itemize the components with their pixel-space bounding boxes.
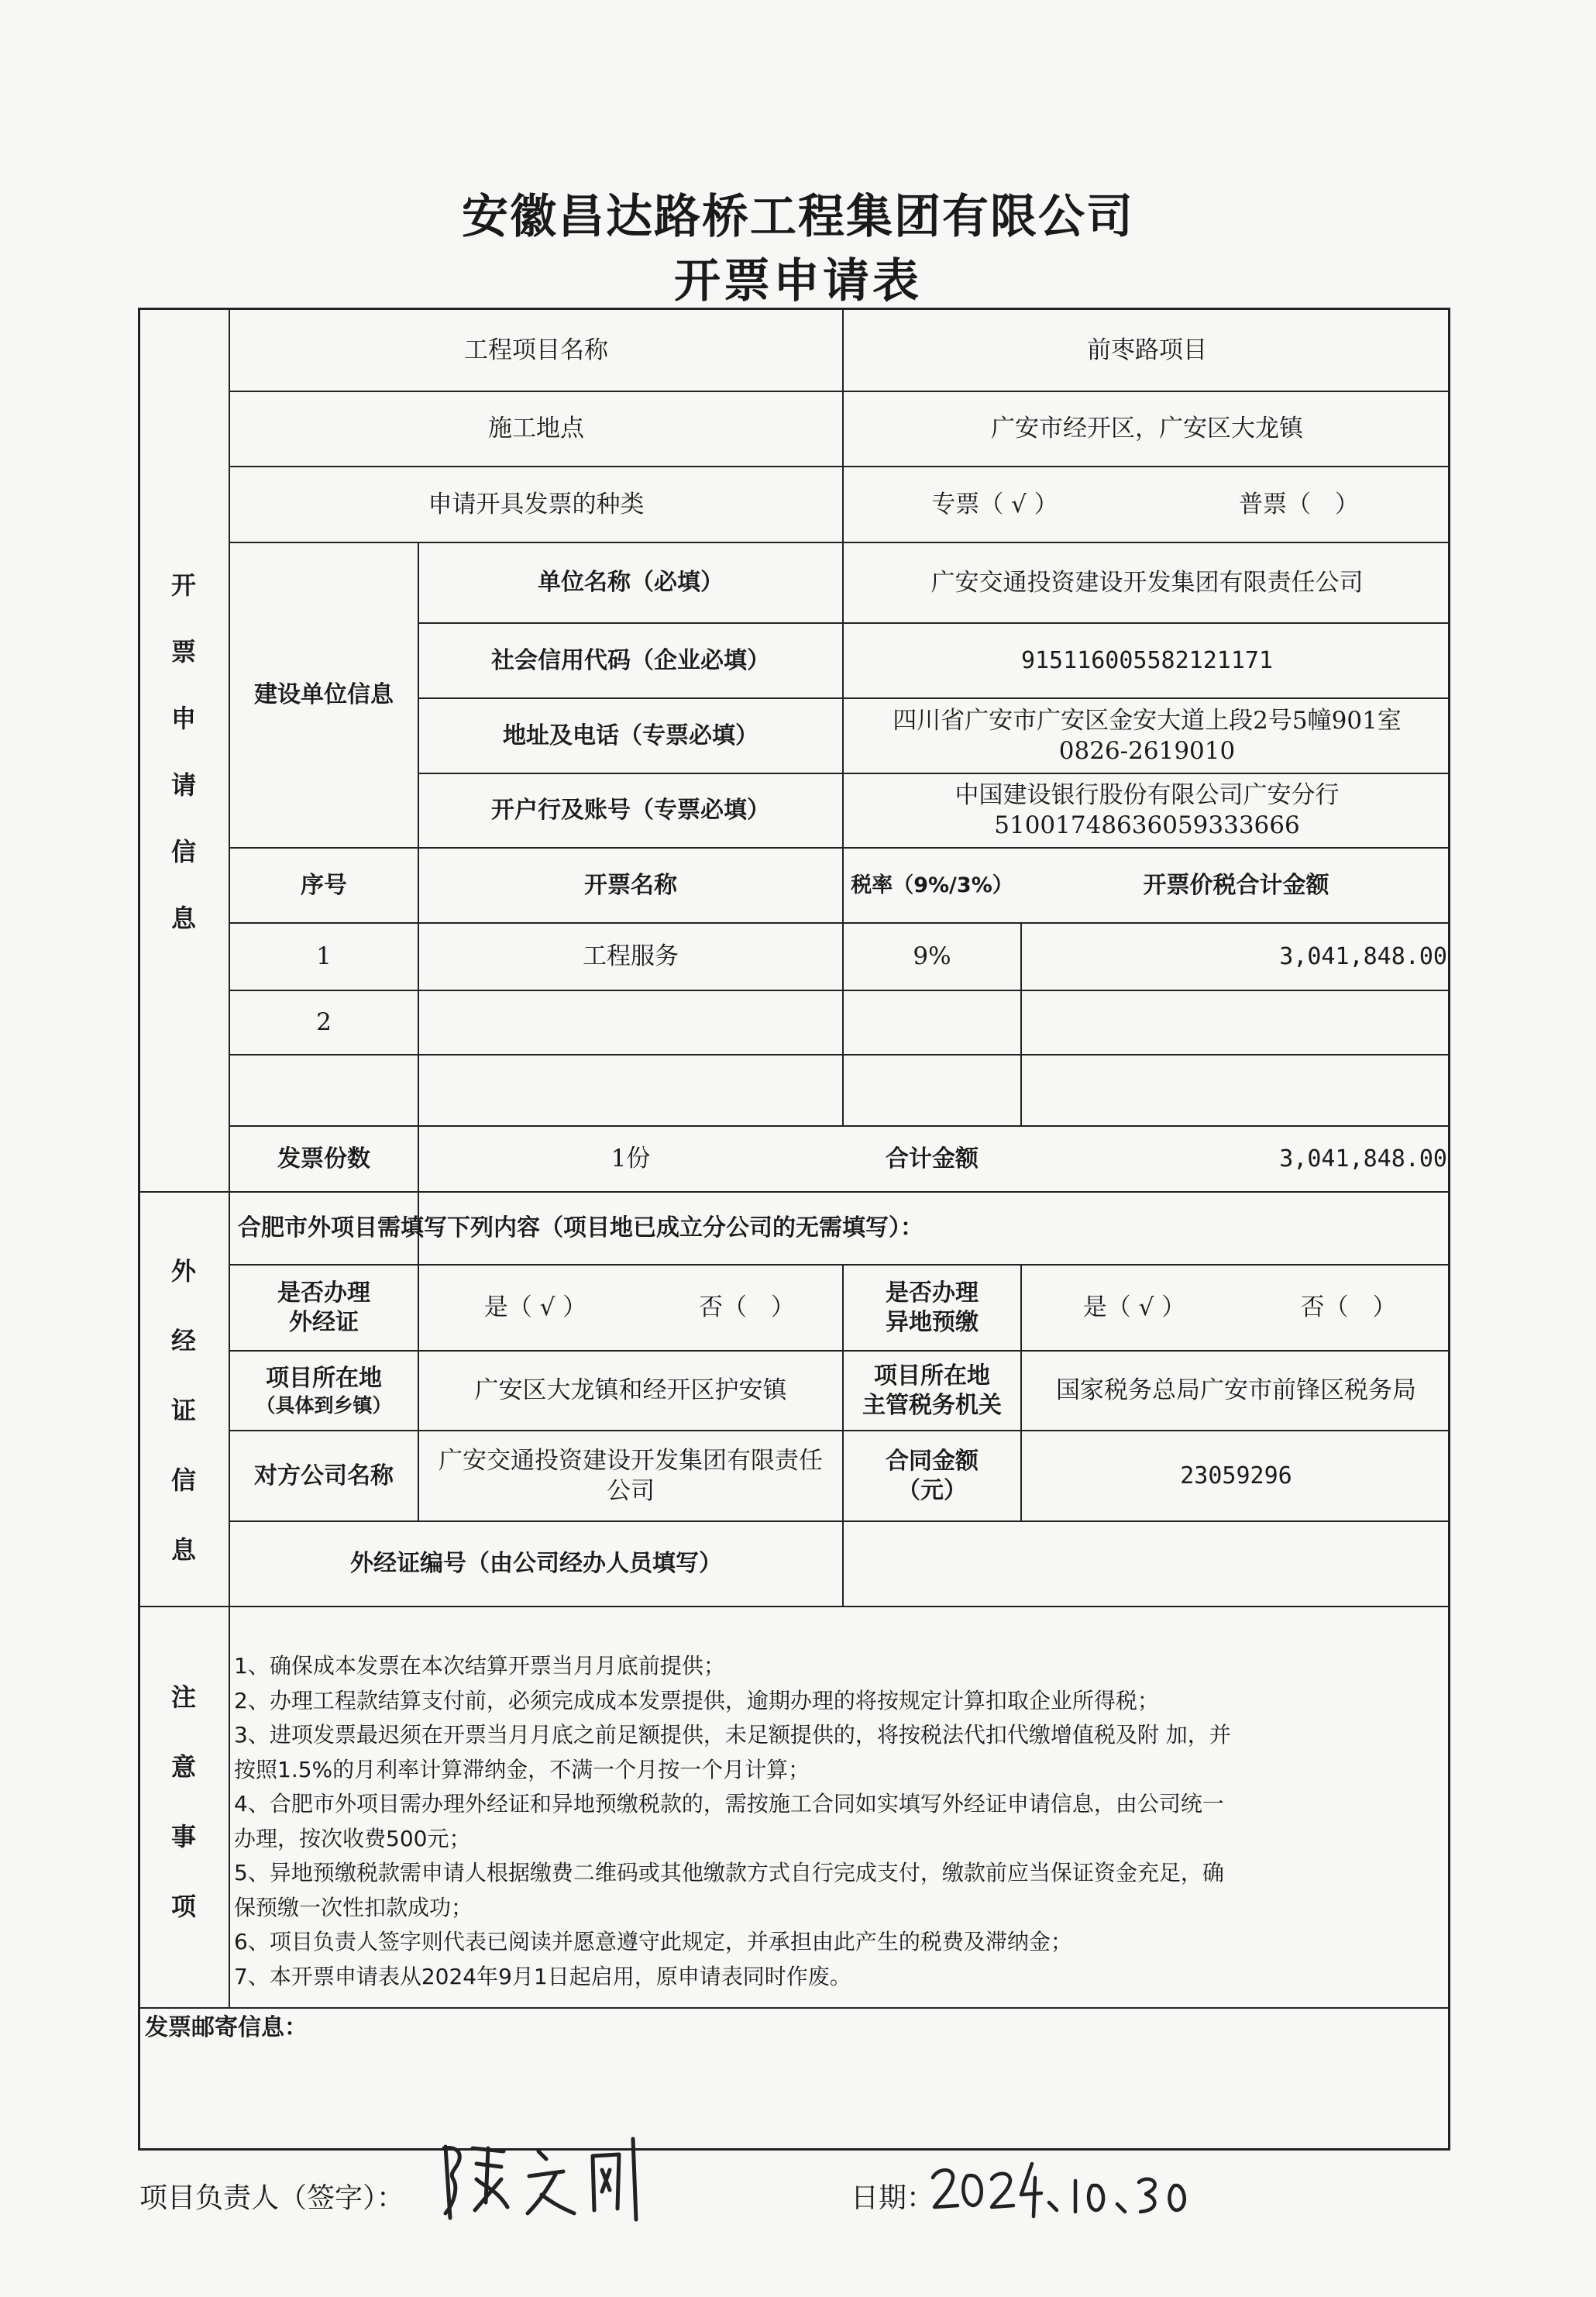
project-name-value: 前枣路项目 bbox=[1087, 336, 1207, 364]
col-header-name: 开票名称 bbox=[584, 871, 677, 899]
date-label: 日期： bbox=[851, 2182, 935, 2214]
phone-line: 0826-2619010 bbox=[1058, 736, 1236, 765]
col-header-amount: 开票价税合计金额 bbox=[1143, 871, 1329, 899]
row2-no: 2 bbox=[316, 1008, 332, 1037]
row1-name: 工程服务 bbox=[583, 942, 679, 971]
counterparty-label: 对方公司名称 bbox=[254, 1462, 394, 1489]
address-value bbox=[844, 699, 1450, 773]
location-value: 广安区大龙镇和经开区护安镇 bbox=[474, 1376, 787, 1405]
row2-amount bbox=[1022, 991, 1450, 1054]
mailing-value bbox=[140, 2047, 1448, 2148]
site-label: 施工地点 bbox=[488, 415, 584, 443]
section-label-outbound-cert: 外 经 证 信 息 bbox=[170, 1256, 196, 1565]
note-item: 保预缴一次性扣款成功； bbox=[234, 1894, 473, 1920]
credit-code-label: 社会信用代码（企业必填） bbox=[491, 646, 770, 674]
section-label-invoice-info: 开 票 申 请 信 息 bbox=[170, 570, 196, 933]
location-label: 项目所在地 （具体到乡镇） bbox=[256, 1365, 392, 1417]
row3-name bbox=[419, 1056, 842, 1125]
total-label: 合计金额 bbox=[886, 1145, 979, 1173]
col-header-no: 序号 bbox=[301, 871, 347, 899]
row1-rate: 9% bbox=[913, 942, 951, 971]
cert-question-label: 是否办理 外经证 bbox=[277, 1279, 370, 1336]
unit-name-value: 广安交通投资建设开发集团有限责任公司 bbox=[930, 568, 1364, 597]
address-label: 地址及电话（专票必填） bbox=[503, 721, 758, 749]
manager-signature-label: 项目负责人（签字）： bbox=[139, 2182, 405, 2214]
cert-number-label: 外经证编号（由公司经办人员填写） bbox=[350, 1550, 722, 1578]
prepay-yes-option: 是（ √ ） bbox=[1082, 1293, 1186, 1322]
row3-rate bbox=[844, 1056, 1020, 1125]
section-label-notes: 注 意 事 项 bbox=[170, 1682, 196, 1921]
bank-label: 开户行及账号（专票必填） bbox=[491, 797, 770, 825]
unit-name-label: 单位名称（必填） bbox=[538, 569, 724, 597]
tax-office-value: 国家税务总局广安市前锋区税务局 bbox=[1056, 1376, 1416, 1405]
row2-name bbox=[419, 991, 842, 1054]
total-value: 3,041,848.00 bbox=[1279, 1145, 1447, 1173]
address-line: 四川省广安市广安区金安大道上段2号5幢901室 bbox=[893, 706, 1402, 735]
handwritten-signature bbox=[430, 2133, 662, 2226]
row3-no bbox=[230, 1056, 418, 1125]
notes-list bbox=[234, 1649, 1435, 1994]
site-value: 广安市经开区，广安区大龙镇 bbox=[991, 415, 1303, 443]
note-item: 办理，按次收费500元； bbox=[234, 1825, 471, 1851]
project-name-label: 工程项目名称 bbox=[464, 336, 608, 364]
location-sub-label: （具体到乡镇） bbox=[256, 1393, 392, 1417]
cert-number-value bbox=[844, 1522, 1450, 1606]
bank-account-line: 51001748636059333666 bbox=[994, 811, 1300, 839]
invoice-type-label: 申请开具发票的种类 bbox=[428, 490, 645, 518]
company-title: 安徽昌达路桥工程集团有限公司 bbox=[462, 190, 1134, 244]
row3-amount bbox=[1022, 1056, 1450, 1125]
invoice-type-ordinary: 普票（ ） bbox=[1239, 490, 1359, 518]
tax-office-label: 项目所在地 主管税务机关 bbox=[862, 1362, 1002, 1419]
mailing-label: 发票邮寄信息： bbox=[145, 2014, 308, 2041]
handwritten-date bbox=[927, 2147, 1221, 2224]
prepay-no-option: 否（ ） bbox=[1300, 1293, 1397, 1322]
note-item: 按照1.5%的月利率计算滞纳金，不满一个月按一个月计算； bbox=[234, 1756, 810, 1782]
builder-info-label: 建设单位信息 bbox=[254, 681, 394, 709]
copies-label: 发票份数 bbox=[277, 1145, 370, 1173]
outbound-intro: 合肥市外项目需填写下列内容（项目地已成立分公司的无需填写）： bbox=[238, 1214, 924, 1242]
invoice-type-special: 专票（ √ ） bbox=[931, 490, 1058, 518]
contract-amount-value: 23059296 bbox=[1180, 1462, 1292, 1489]
form-title: 开票申请表 bbox=[674, 254, 922, 308]
counterparty-value: 广安交通投资建设开发集团有限责任 公司 bbox=[439, 1446, 823, 1505]
note-item: 2、办理工程款结算支付前，必须完成成本发票提供，逾期办理的将按规定计算扣取企业所得税； bbox=[234, 1687, 1159, 1713]
prepay-question-label: 是否办理 异地预缴 bbox=[886, 1279, 979, 1336]
bank-value bbox=[844, 774, 1450, 847]
cert-yes-option: 是（ √ ） bbox=[483, 1293, 587, 1322]
col-header-rate: 税率（9%/3%） bbox=[851, 873, 1013, 897]
row1-amount: 3,041,848.00 bbox=[1279, 942, 1447, 970]
note-item: 5、异地预缴税款需申请人根据缴费二维码或其他缴款方式自行完成支付，缴款前应当保证资金充足，确 bbox=[234, 1860, 1224, 1885]
copies-value: 1份 bbox=[611, 1145, 651, 1173]
row2-rate bbox=[844, 991, 1020, 1054]
credit-code-value: 915116005582121171 bbox=[1020, 646, 1274, 674]
note-item: 7、本开票申请表从2024年9月1日起启用，原申请表同时作废。 bbox=[234, 1963, 851, 1989]
cert-no-option: 否（ ） bbox=[699, 1293, 795, 1322]
note-item: 1、确保成本发票在本次结算开票当月月底前提供； bbox=[234, 1653, 725, 1679]
note-item: 3、进项发票最迟须在开票当月月底之前足额提供，未足额提供的，将按税法代扣代缴增值税及附 加，并 bbox=[234, 1722, 1231, 1748]
note-item: 6、项目负责人签字则代表已阅读并愿意遵守此规定，并承担由此产生的税费及滞纳金； bbox=[234, 1929, 1072, 1954]
bank-name-line: 中国建设银行股份有限公司广安分行 bbox=[955, 781, 1340, 810]
row1-no: 1 bbox=[316, 942, 332, 971]
contract-amount-label: 合同金额 （元） bbox=[886, 1448, 979, 1504]
note-item: 4、合肥市外项目需办理外经证和异地预缴税款的，需按施工合同如实填写外经证申请信息，由公司统一 bbox=[234, 1791, 1224, 1817]
